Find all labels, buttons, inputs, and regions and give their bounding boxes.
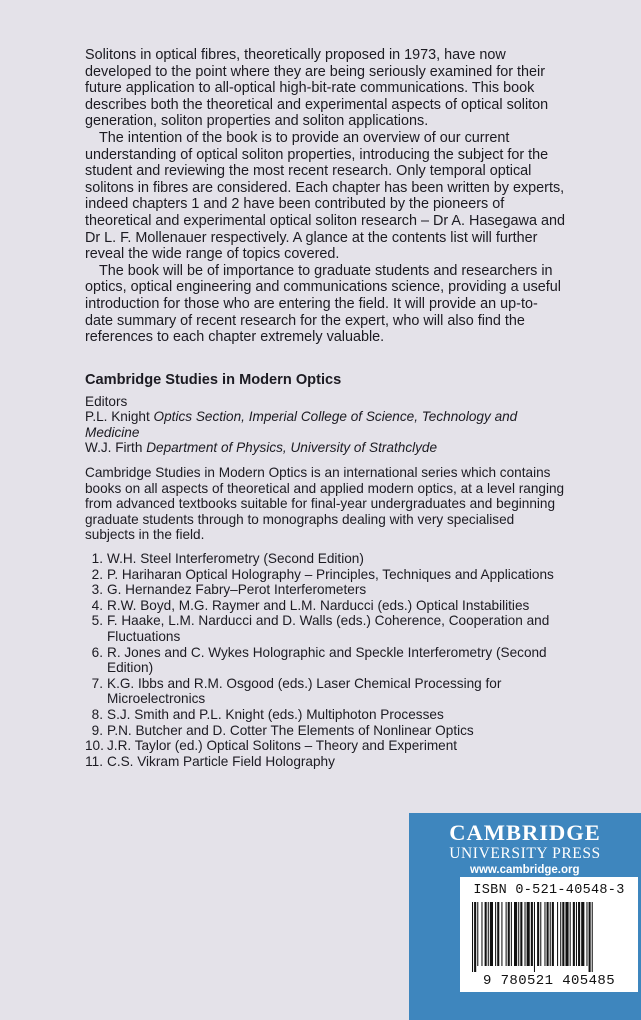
barcode-bar — [514, 902, 517, 966]
publisher-logo-name: CAMBRIDGE — [449, 820, 601, 845]
barcode-bar — [534, 902, 535, 972]
barcode-bar — [544, 902, 545, 966]
book-text: P.N. Butcher and D. Cotter The Elements of Nonlinear Optics — [107, 722, 474, 738]
description-paragraph-1: Solitons in optical fibres, theoretically proposed in 1973, have now developed to the point where they are being seriously examined for their future application to all-optical high-bit-rate communications. This book describes both the theoretical and experimental aspects of optical soliton generation, soliton properties and soliton applications. — [85, 47, 549, 130]
book-text: G. Hernandez Fabry–Perot Interferometers — [107, 582, 367, 598]
book-text: J.R. Taylor (ed.) Optical Solitons – Theory and Experiment — [107, 738, 458, 754]
list-item — [85, 613, 565, 644]
barcode-bar — [488, 902, 489, 966]
list-item — [85, 582, 565, 598]
barcode-bar — [511, 902, 512, 966]
book-number: 3. — [91, 582, 103, 598]
book-number: 4. — [91, 597, 103, 613]
book-text: R.W. Boyd, M.G. Raymer and L.M. Narducci (eds.) Optical Instabilities — [107, 597, 530, 613]
barcode-bar — [570, 902, 571, 966]
series-title: Cambridge Studies in Modern Optics — [85, 371, 342, 388]
barcode-bar — [472, 902, 473, 972]
list-item — [85, 754, 565, 770]
list-item — [85, 738, 565, 754]
book-text: S.J. Smith and P.L. Knight (eds.) Multiphoton Processes — [107, 706, 444, 722]
book-number: 11. — [85, 753, 103, 769]
back-cover-text — [85, 47, 565, 769]
list-item — [85, 676, 565, 707]
barcode-bar — [565, 902, 568, 966]
barcode-bar — [490, 902, 493, 966]
book-text: R. Jones and C. Wykes Holographic and Speckle Interferometry (Second Edition) — [107, 644, 547, 676]
editor-firth — [85, 440, 565, 456]
barcode-bar — [518, 902, 519, 966]
book-number: 7. — [91, 675, 103, 691]
barcode-icon — [468, 902, 630, 972]
book-number: 9. — [91, 722, 103, 738]
barcode-bar — [495, 902, 496, 966]
book-list — [85, 551, 565, 769]
barcode-bar — [589, 902, 591, 972]
barcode-bar — [578, 902, 580, 966]
barcode-bar — [560, 902, 561, 966]
list-item — [85, 598, 565, 614]
description-paragraph-3: The book will be of importance to graduate students and researchers in optics, optical engineering and communications science, providing a useful introduction for those who are entering the field. It will provide an up-to-date summary of recent research for the expert, who will also find the references to each chapter extremely valuable. — [85, 262, 561, 346]
publisher-url: www.cambridge.org — [470, 864, 580, 876]
barcode-bar — [520, 902, 522, 966]
editor-affiliation: Department of Physics, University of Strathclyde — [146, 440, 438, 456]
barcode-bar — [527, 902, 530, 966]
book-text: P. Hariharan Optical Holography – Principles, Techniques and Applications — [107, 566, 554, 582]
book-number: 1. — [91, 551, 103, 567]
barcode-bar — [592, 902, 593, 972]
editor-knight — [85, 409, 565, 440]
book-text: C.S. Vikram Particle Field Holography — [107, 753, 335, 769]
barcode-bar — [485, 902, 487, 966]
series-blurb: Cambridge Studies in Modern Optics is an international series which contains books on all aspects of theoretical and applied modern optics, at a level ranging from advanced textbooks suitable for final-year undergraduates and beginning graduate students through to monographs dealing with very specialised subjects in the field. — [85, 465, 565, 543]
barcode-bar — [550, 902, 551, 966]
barcode-digits: 9 780521 405485 — [482, 973, 616, 989]
barcode-bar — [477, 902, 478, 966]
book-number: 6. — [91, 644, 103, 660]
barcode-bar — [573, 902, 575, 966]
barcode-panel — [460, 877, 638, 992]
barcode-bar — [497, 902, 499, 966]
barcode-bar — [576, 902, 577, 966]
barcode-bar — [501, 902, 502, 966]
list-item — [85, 645, 565, 676]
list-item — [85, 551, 565, 567]
barcode-bar — [586, 902, 587, 966]
barcode-bar — [474, 902, 476, 972]
barcode-bar — [481, 902, 482, 966]
isbn-text: ISBN 0-521-40548-3 — [473, 883, 625, 898]
barcode-bar — [537, 902, 539, 966]
book-number: 2. — [91, 566, 103, 582]
barcode-bar — [508, 902, 510, 966]
editor-name: P.L. Knight — [85, 409, 150, 425]
list-item — [85, 723, 565, 739]
book-text: W.H. Steel Interferometry (Second Edition) — [107, 551, 364, 567]
book-number: 5. — [91, 613, 103, 629]
editor-affiliation: Optics Section, Imperial College of Science, Technology and Medicine — [85, 409, 518, 440]
barcode-bar — [525, 902, 526, 966]
editor-name: W.J. Firth — [85, 440, 143, 456]
barcode-bar — [552, 902, 554, 966]
editors-label: Editors — [85, 393, 128, 409]
publisher-logo-press: UNIVERSITY PRESS — [449, 845, 601, 862]
barcode-bar — [547, 902, 549, 966]
list-item — [85, 707, 565, 723]
list-item — [85, 567, 565, 583]
barcode-bar — [557, 902, 558, 966]
book-text: K.G. Ibbs and R.M. Osgood (eds.) Laser Chemical Processing for Microelectronics — [107, 675, 502, 707]
barcode-bar — [581, 902, 584, 966]
book-text: F. Haake, L.M. Narducci and D. Walls (eds.) Coherence, Cooperation and Fluctuations — [107, 613, 550, 644]
barcode-bar — [562, 902, 564, 966]
book-number: 10. — [85, 738, 104, 754]
barcode-bar — [540, 902, 541, 966]
barcode-bar — [506, 902, 507, 966]
description-paragraph-2: The intention of the book is to provide an overview of our current understanding of optical soliton properties, introducing the subject for the student and reviewing the most recent research. Only temporal optical solitons in fibres are considered. Each chapter has been written by experts, indeed chapters 1 and 2 have been contributed by the pioneers of theoretical and experimental optical soliton research – Dr A. Hasegawa and Dr L. F. Mollenauer respectively. A glance at the contents list will further reveal the wide range of topics covered. — [85, 129, 565, 263]
barcode-bar — [531, 902, 533, 966]
book-number: 8. — [91, 706, 103, 722]
